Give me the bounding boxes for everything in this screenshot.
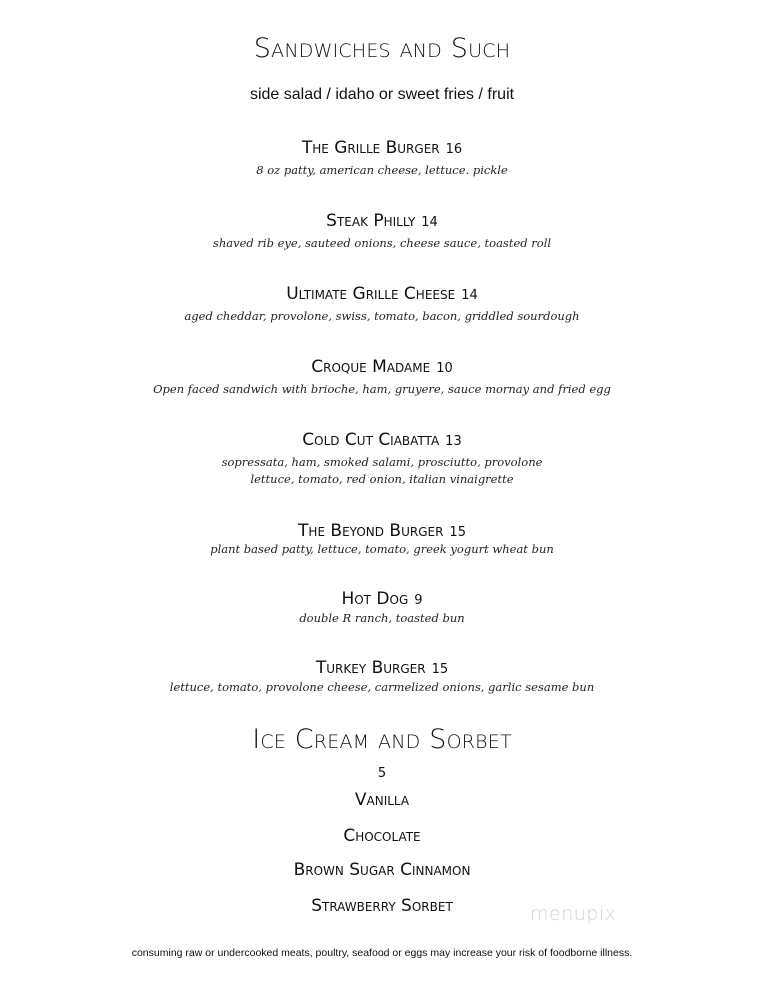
item-price: 15 <box>449 525 466 540</box>
ice-cream-section-title: Ice Cream and Sorbet <box>252 724 512 755</box>
menu-item <box>0 138 764 158</box>
item-description: lettuce, tomato, provolone cheese, carmelized onions, garlic sesame bun <box>169 680 595 694</box>
item-name: Croque Madame <box>311 357 431 377</box>
flavor-item: Vanilla <box>354 790 410 810</box>
item-description: double R ranch, toasted bun <box>299 611 465 625</box>
menu-item <box>0 211 764 231</box>
menu-item <box>0 589 764 609</box>
item-price: 13 <box>445 434 462 449</box>
item-price: 15 <box>431 662 449 677</box>
item-price: 14 <box>461 288 478 303</box>
item-price: 10 <box>436 361 453 376</box>
item-description: sopressata, ham, smoked salami, prosciutto, provolone <box>221 455 543 469</box>
menu-item <box>0 284 764 304</box>
item-description: shaved rib eye, sauteed onions, cheese sauce, toasted roll <box>212 236 552 250</box>
item-name: Cold Cut Ciabatta <box>302 430 440 450</box>
item-description: 8 oz patty, american cheese, lettuce. pickle <box>256 163 508 177</box>
item-price: 14 <box>421 215 438 230</box>
item-name: The Beyond Burger <box>298 521 444 541</box>
item-name: Turkey Burger <box>315 658 426 678</box>
item-description: aged cheddar, provolone, swiss, tomato, bacon, griddled sourdough <box>184 309 580 323</box>
item-description: lettuce, tomato, red onion, italian vinaigrette <box>250 472 514 486</box>
flavor-item: Chocolate <box>343 826 421 846</box>
foodborne-illness-disclaimer: consuming raw or undercooked meats, poultry, seafood or eggs may increase your risk of foodborne illness. <box>131 947 633 959</box>
menu-item <box>0 521 764 541</box>
item-name: Steak Philly <box>326 211 416 231</box>
item-name: Ultimate Grille Cheese <box>286 284 456 304</box>
item-price: 9 <box>414 593 423 608</box>
menu-item <box>0 357 764 377</box>
item-name: Hot Dog <box>341 589 409 609</box>
sides-options: side salad / idaho or sweet fries / fruit <box>249 86 515 103</box>
menupix-watermark: menupix <box>530 903 617 925</box>
item-description: plant based patty, lettuce, tomato, greek yogurt wheat bun <box>210 542 554 556</box>
flavor-item: Brown Sugar Cinnamon <box>293 860 471 880</box>
menu-item <box>0 658 764 678</box>
flavor-item: Strawberry Sorbet <box>311 896 453 916</box>
menu-item <box>0 430 764 450</box>
ice-cream-price: 5 <box>377 766 387 781</box>
item-name: The Grille Burger <box>301 138 440 158</box>
item-description: Open faced sandwich with brioche, ham, gruyere, sauce mornay and fried egg <box>153 382 611 396</box>
sandwiches-section-title: Sandwiches and Such <box>253 33 511 64</box>
item-price: 16 <box>445 142 463 157</box>
